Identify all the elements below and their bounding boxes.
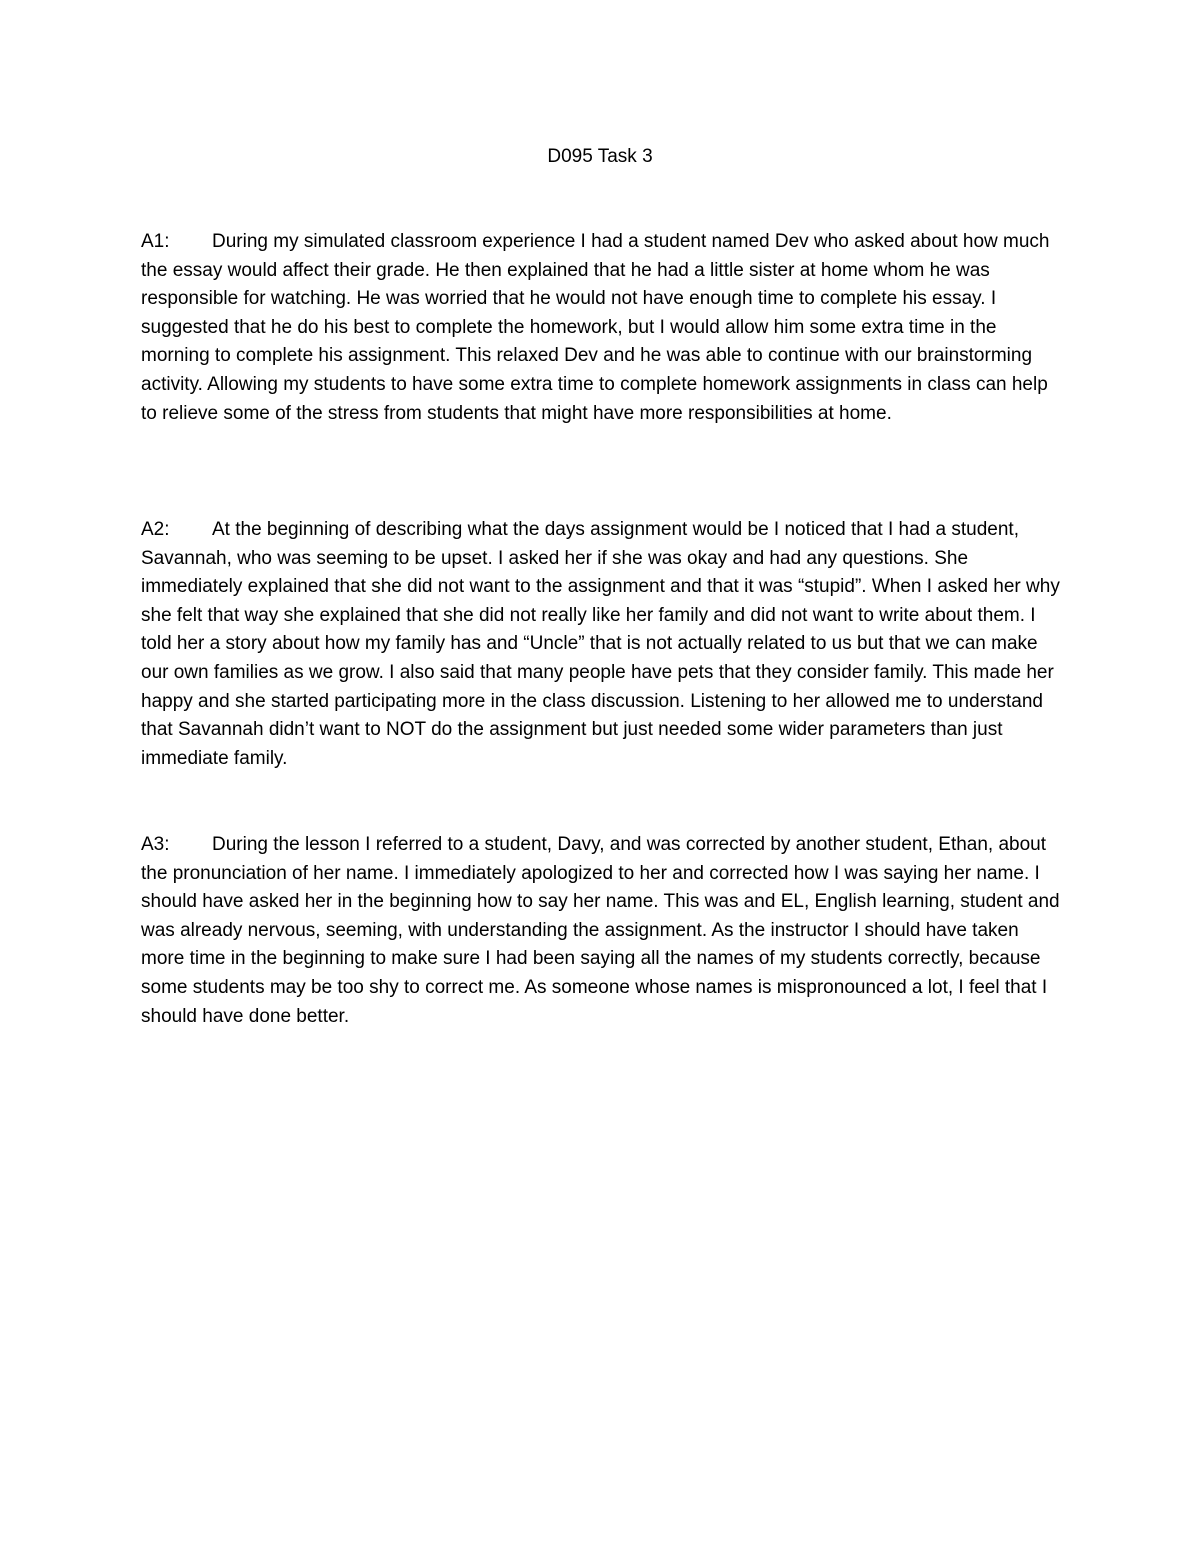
section-a1 xyxy=(141,228,1066,428)
section-text: At the beginning of describing what the days assignment would be I noticed that I had a student, Savannah, who was seeming to be upset. I asked her if she was okay and had any questions. She immediately explained that she did not want to the assignment and that it was “stupid”. When I asked her why she felt that way she explained that she did not really like her family and did not want to write about them. I told her a story about how my family has and “Uncle” that is not actually related to us but that we can make our own families as we grow. I also said that many people have pets that they consider family. This made her happy and she started participating more in the class discussion. Listening to her allowed me to understand that Savannah didn’t want to NOT do the assignment but just needed some wider parameters than just immediate family. xyxy=(141,519,1060,769)
section-label: A2: xyxy=(141,519,170,540)
document-title: D095 Task 3 xyxy=(547,146,653,167)
section-a2 xyxy=(141,516,1066,773)
section-label: A1: xyxy=(141,231,170,252)
section-text: During the lesson I referred to a student, Davy, and was corrected by another student, Ethan, about the pronunciation of her name. I immediately apologized to her and corrected how I was saying her name. I should have asked her in the beginning how to say her name. This was and EL, English learning, student and was already nervous, seeming, with understanding the assignment. As the instructor I should have taken more time in the beginning to make sure I had been saying all the names of my students correctly, because some students may be too shy to correct me. As someone whose names is mispronounced a lot, I feel that I should have done better. xyxy=(141,834,1060,1027)
section-a3 xyxy=(141,831,1066,1031)
section-text: During my simulated classroom experience I had a student named Dev who asked about how much the essay would affect their grade. He then explained that he had a little sister at home whom he was responsible for watching. He was worried that he would not have enough time to complete his essay. I suggested that he do his best to complete the homework, but I would allow him some extra time in the morning to complete his assignment. This relaxed Dev and he was able to continue with our brainstorming activity. Allowing my students to have some extra time to complete homework assignments in class can help to relieve some of the stress from students that might have more responsibilities at home. xyxy=(141,231,1050,424)
section-label: A3: xyxy=(141,834,170,855)
